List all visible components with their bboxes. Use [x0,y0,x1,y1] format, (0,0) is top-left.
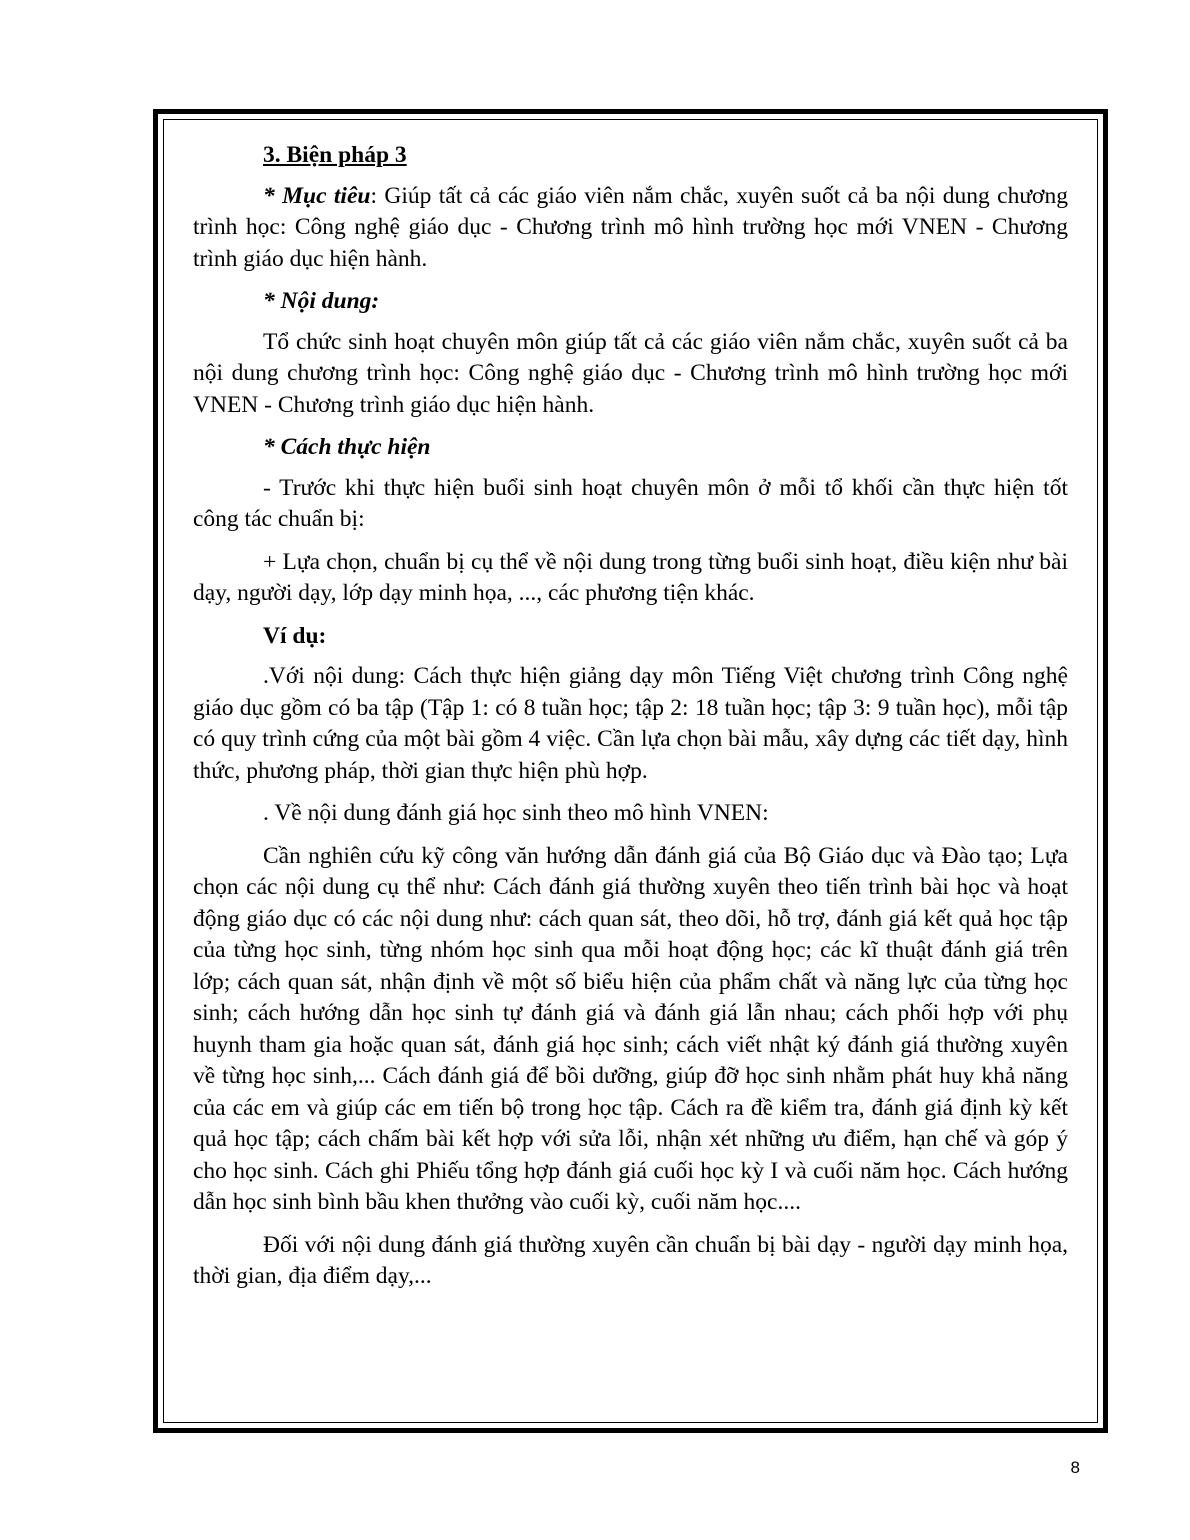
objective-text: Giúp tất cả các giáo viên nắm chắc, xuyên suốt cả ba nội dung chương trình học: Công nghệ giáo dục - Chương trình mô hình trường học mới VNEN - Chương trình giáo dục hiện hành. [193,182,1068,272]
example-2-detail: Cần nghiên cứu kỹ công văn hướng dẫn đánh giá của Bộ Giáo dục và Đào tạo; Lựa chọn các nội dung cụ thể như: Cách đánh giá thường xuyên theo tiến trình bài học và hoạt động giáo dục có các nội dung như: cách quan sát, theo dõi, hỗ trợ, đánh giá kết quả học tập của từng học sinh, từng nhóm học sinh qua mỗi hoạt động học; các kĩ thuật đánh giá trên lớp; cách quan sát, nhận định về một số biểu hiện của phẩm chất và năng lực của từng học sinh; cách hướng dẫn học sinh tự đánh giá và đánh giá lẫn nhau; cách phối hợp với phụ huynh tham gia hoặc quan sát, đánh giá học sinh; cách viết nhật ký đánh giá thường xuyên về từng học sinh,... Cách đánh giá để bồi dưỡng, giúp đỡ học sinh nhằm phát huy khả năng của các em và giúp các em tiến bộ trong học tập. Cách ra đề kiểm tra, đánh giá định kỳ kết quả học tập; cách chấm bài kết hợp với sửa lỗi, nhận xét những ưu điểm, hạn chế và góp ý cho học sinh. Cách ghi Phiếu tổng hợp đánh giá cuối học kỳ I và cuối năm học. Cách hướng dẫn học sinh bình bầu khen thưởng vào cuối kỳ, cuối năm học.... [193,842,1068,1215]
closing-text: Đối với nội dung đánh giá thường xuyên cần chuẩn bị bài dạy - người dạy minh họa, thời gian, địa điểm dạy,... [193,1231,1068,1289]
content-label-paragraph [193,286,1068,318]
document-body [193,140,1068,1304]
example-2: . Về nội dung đánh giá học sinh theo mô hình VNEN: [263,800,769,826]
page-number: 8 [1070,1458,1080,1477]
example-1: .Với nội dung: Cách thực hiện giảng dạy môn Tiếng Việt chương trình Công nghệ giáo dục gồm có ba tập (Tập 1: có 8 tuần học; tập 2: 18 tuần học; tập 3: 9 tuần học), mỗi tập có quy trình cứng của một bài gồm 4 việc. Cần lựa chọn bài mẫu, xây dựng các tiết dạy, hình thức, phương pháp, thời gian thực hiện phù hợp. [193,663,1068,784]
example-label-paragraph [193,621,1068,653]
objective-label: * Mục tiêu [263,182,371,209]
method-intro: - Trước khi thực hiện buổi sinh hoạt chuyên môn ở mỗi tổ khối cần thực hiện tốt công tác chuẩn bị: [193,474,1068,532]
content-label: * Nội dung: [263,288,380,314]
objective-paragraph [193,181,1068,276]
content-text: Tổ chức sinh hoạt chuyên môn giúp tất cả các giáo viên nắm chắc, xuyên suốt cả ba nội dung chương trình học: Công nghệ giáo dục - Chương trình mô hình trường học mới VNEN - Chương trình giáo dục hiện hành. [193,328,1068,418]
method-label: * Cách thực hiện [263,434,431,460]
section-heading: 3. Biện pháp 3 [263,142,407,168]
section-heading-paragraph [193,140,1068,172]
method-item-1: + Lựa chọn, chuẩn bị cụ thể về nội dung trong từng buổi sinh hoạt, điều kiện như bài dạy, người dạy, lớp dạy minh họa, ..., các phương tiện khác. [193,548,1068,606]
example-label: Ví dụ: [263,622,327,649]
method-label-paragraph [193,432,1068,464]
objective-colon: : [370,182,385,209]
